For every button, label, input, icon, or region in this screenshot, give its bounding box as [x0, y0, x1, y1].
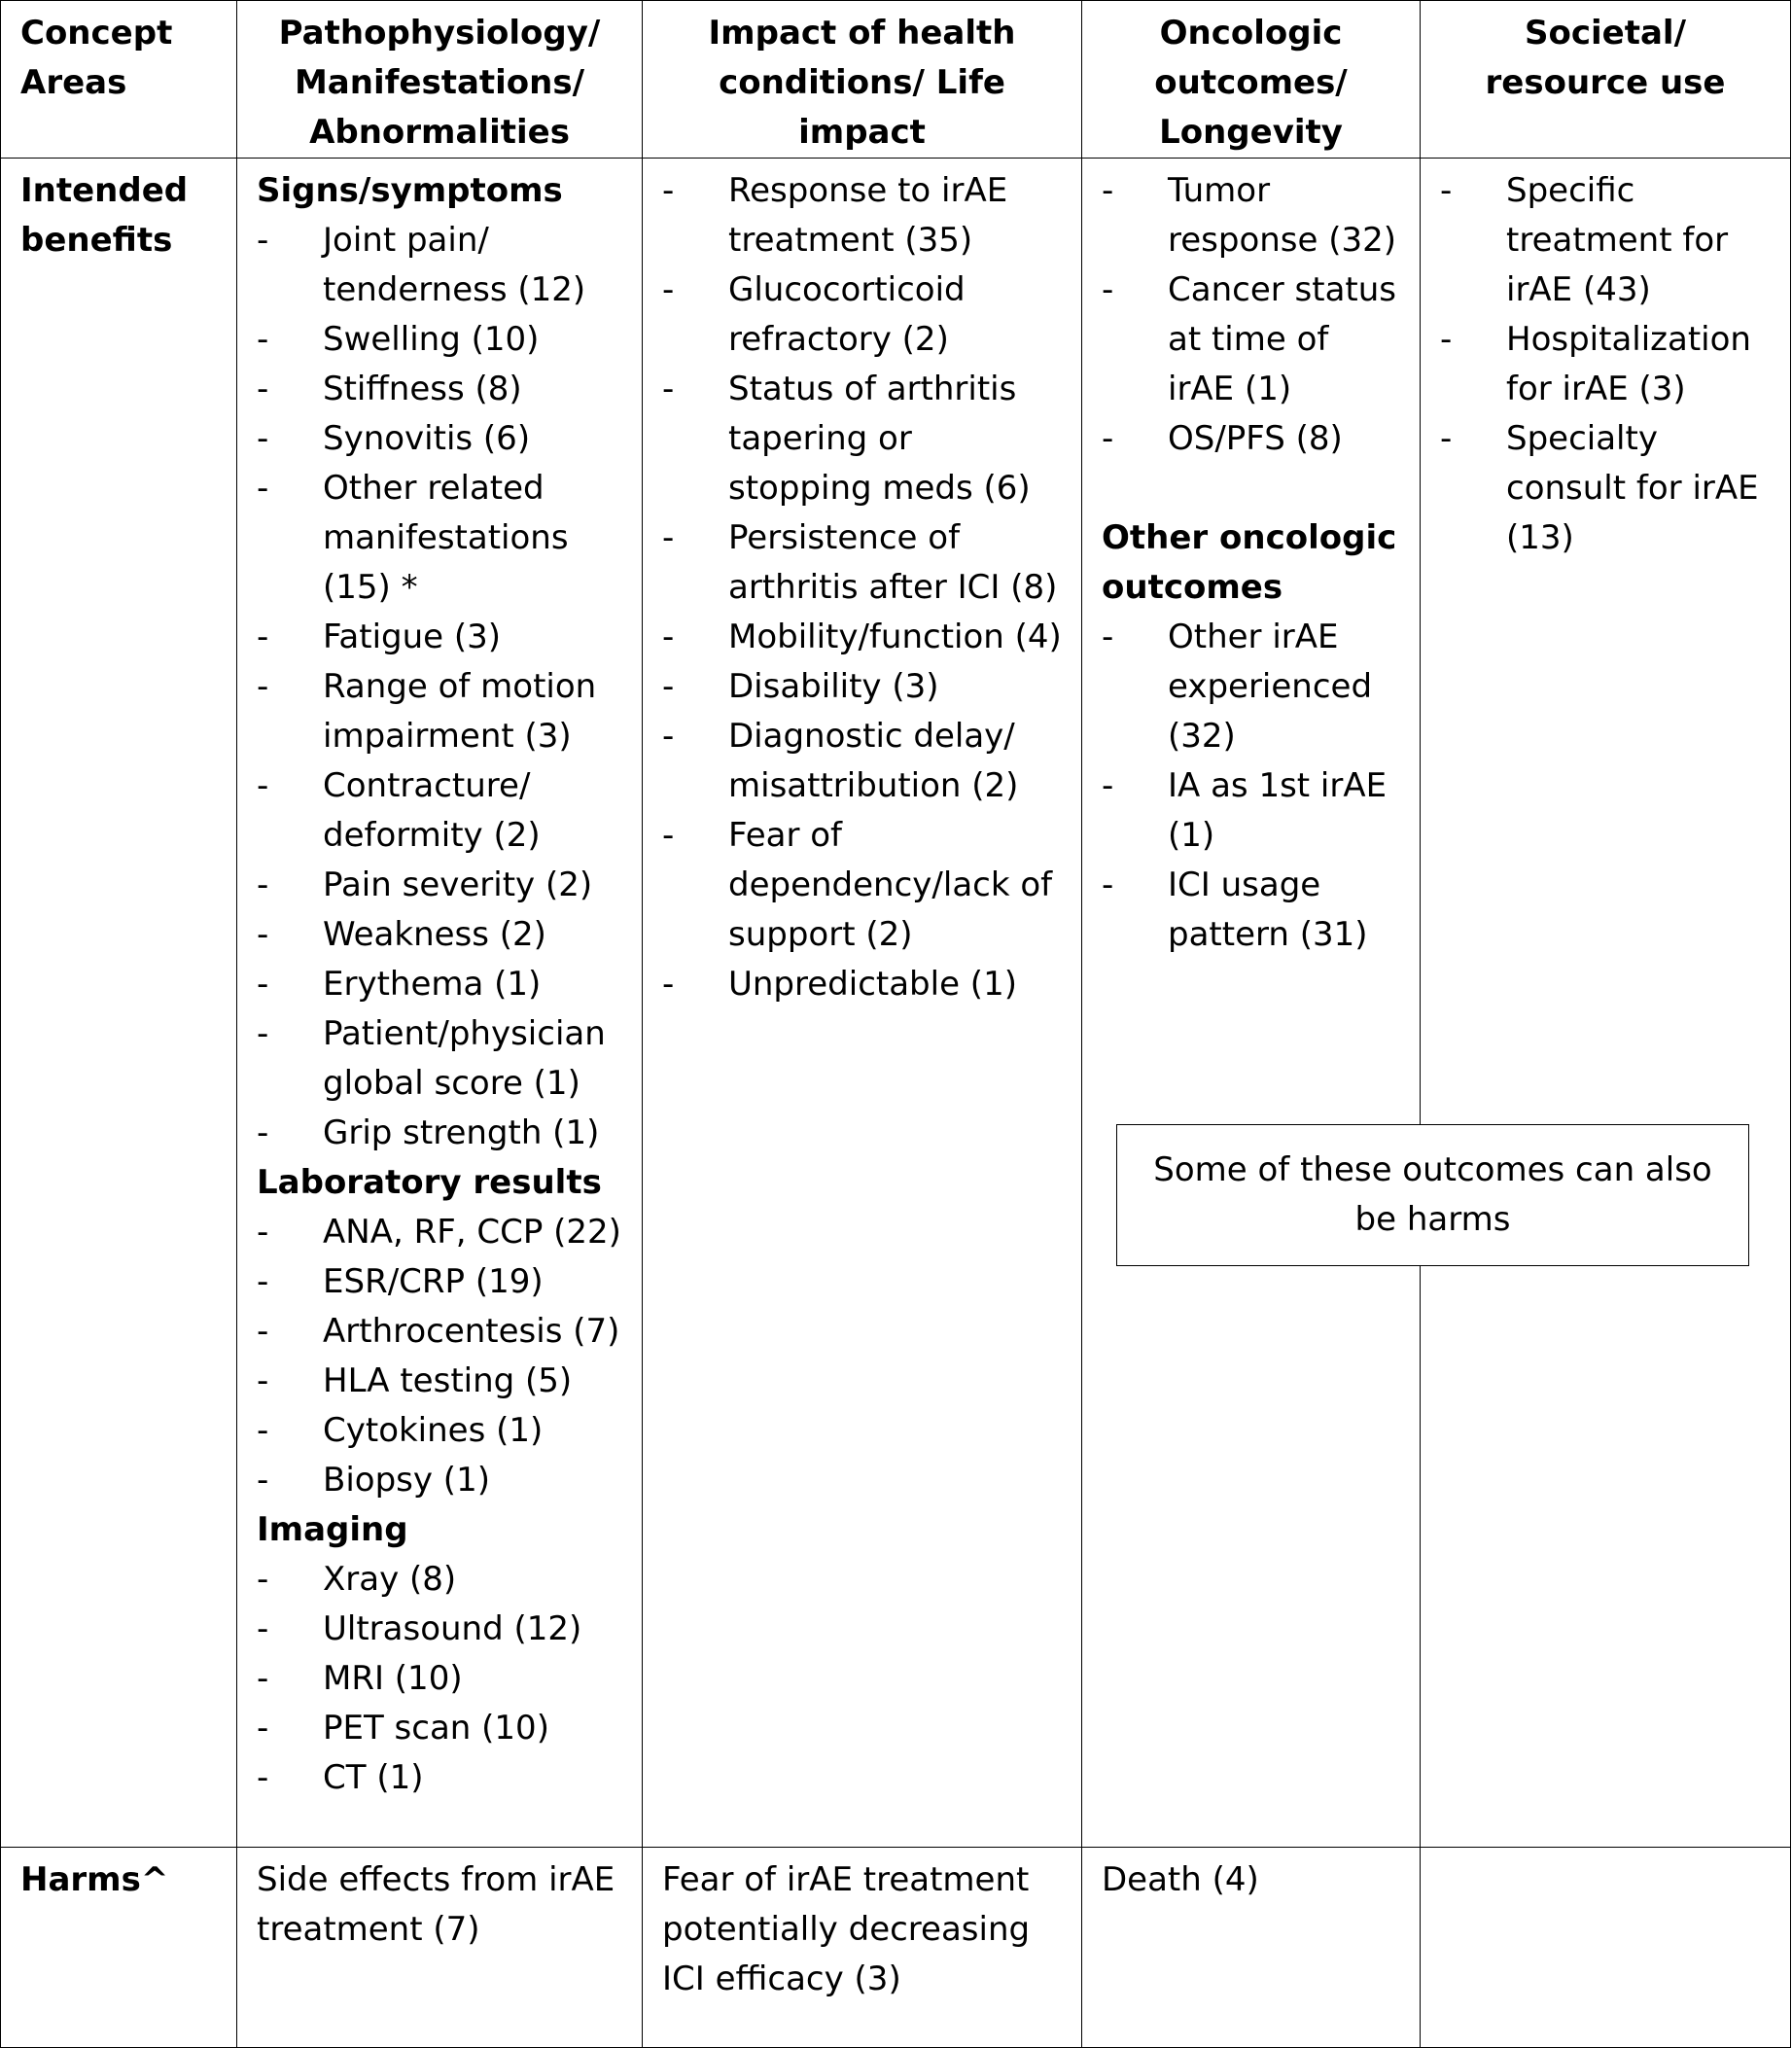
list-item: - Unpredictable (1)	[662, 960, 1062, 1009]
benefits-pathophysiology-cell	[237, 159, 643, 1848]
list-item: - Synovitis (6)	[257, 414, 622, 464]
list-item: - Specialty consult for irAE (13)	[1440, 414, 1771, 563]
oncologic-outcomes-list	[1102, 166, 1400, 464]
list-item: - HLA testing (5)	[257, 1357, 622, 1406]
list-item: - Contracture/ deformity (2)	[257, 761, 622, 861]
list-item: - OS/PFS (8)	[1102, 414, 1400, 464]
header-life-impact: Impact of health conditions/ Life impact	[643, 1, 1082, 159]
list-item: - ESR/CRP (19)	[257, 1257, 622, 1307]
header-concept-areas: Concept Areas	[1, 1, 237, 159]
list-item: - Arthrocentesis (7)	[257, 1307, 622, 1357]
list-item: - Cancer status at time of irAE (1)	[1102, 265, 1400, 414]
list-item: - Fatigue (3)	[257, 613, 622, 662]
list-item: - CT (1)	[257, 1753, 622, 1803]
list-item: - Ultrasound (12)	[257, 1605, 622, 1654]
list-item: - Range of motion impairment (3)	[257, 662, 622, 761]
row-label-intended-benefits: Intended benefits	[1, 159, 237, 1848]
harms-row	[1, 1848, 1791, 2048]
list-item: - Hospitalization for irAE (3)	[1440, 315, 1771, 414]
list-item: - Disability (3)	[662, 662, 1062, 712]
list-item: - Weakness (2)	[257, 910, 622, 960]
list-item: - Specific treatment for irAE (43)	[1440, 166, 1771, 315]
benefits-oncologic-cell	[1082, 159, 1421, 1848]
list-item: - Fear of dependency/lack of support (2)	[662, 811, 1062, 960]
other-oncologic-outcomes-list	[1102, 613, 1400, 960]
benefits-societal-cell	[1421, 159, 1791, 1848]
signs-symptoms-heading: Signs/symptoms	[257, 171, 563, 210]
imaging-list	[257, 1555, 622, 1803]
list-item: - Glucocorticoid refractory (2)	[662, 265, 1062, 365]
list-item: - Other related manifestations (15) *	[257, 464, 622, 613]
list-item: - Persistence of arthritis after ICI (8)	[662, 513, 1062, 613]
list-item: - Other irAE experienced (32)	[1102, 613, 1400, 761]
list-item: - Swelling (10)	[257, 315, 622, 365]
list-item: - Erythema (1)	[257, 960, 622, 1009]
list-item: - ICI usage pattern (31)	[1102, 861, 1400, 960]
harms-note-callout: Some of these outcomes can also be harms	[1116, 1124, 1749, 1266]
signs-symptoms-list	[257, 216, 622, 1158]
list-item: - Response to irAE treatment (35)	[662, 166, 1062, 265]
header-pathophysiology: Pathophysiology/ Manifestations/ Abnormalities	[237, 1, 643, 159]
intended-benefits-row	[1, 159, 1791, 1848]
list-item: - Xray (8)	[257, 1555, 622, 1605]
harms-societal-cell	[1421, 1848, 1791, 2048]
imaging-heading: Imaging	[257, 1510, 408, 1549]
list-item: - IA as 1st irAE (1)	[1102, 761, 1400, 861]
list-item: - Biopsy (1)	[257, 1456, 622, 1505]
list-item: - Joint pain/ tenderness (12)	[257, 216, 622, 315]
list-item: - Diagnostic delay/ misattribution (2)	[662, 712, 1062, 811]
list-item: - PET scan (10)	[257, 1704, 622, 1753]
list-item: - Tumor response (32)	[1102, 166, 1400, 265]
laboratory-results-heading: Laboratory results	[257, 1163, 602, 1202]
other-oncologic-outcomes-heading: Other oncologic outcomes	[1102, 518, 1397, 607]
list-item: - Pain severity (2)	[257, 861, 622, 910]
list-item: - MRI (10)	[257, 1654, 622, 1704]
life-impact-list	[662, 166, 1062, 1009]
row-label-harms: Harms^	[1, 1848, 237, 2048]
header-societal-resource-use: Societal/ resource use	[1421, 1, 1791, 159]
laboratory-results-list	[257, 1208, 622, 1505]
harms-oncologic-cell: Death (4)	[1082, 1848, 1421, 2048]
harms-pathophysiology-cell: Side effects from irAE treatment (7)	[237, 1848, 643, 2048]
header-row	[1, 1, 1791, 159]
list-item: - ANA, RF, CCP (22)	[257, 1208, 622, 1257]
list-item: - Grip strength (1)	[257, 1109, 622, 1158]
list-item: - Mobility/function (4)	[662, 613, 1062, 662]
header-oncologic-outcomes: Oncologic outcomes/ Longevity	[1082, 1, 1421, 159]
societal-resource-list	[1440, 166, 1771, 563]
list-item: - Cytokines (1)	[257, 1406, 622, 1456]
harms-life-impact-cell: Fear of irAE treatment potentially decreasing ICI efficacy (3)	[643, 1848, 1082, 2048]
list-item: - Status of arthritis tapering or stopping meds (6)	[662, 365, 1062, 513]
list-item: - Patient/physician global score (1)	[257, 1009, 622, 1109]
list-item: - Stiffness (8)	[257, 365, 622, 414]
benefits-life-impact-cell	[643, 159, 1082, 1848]
